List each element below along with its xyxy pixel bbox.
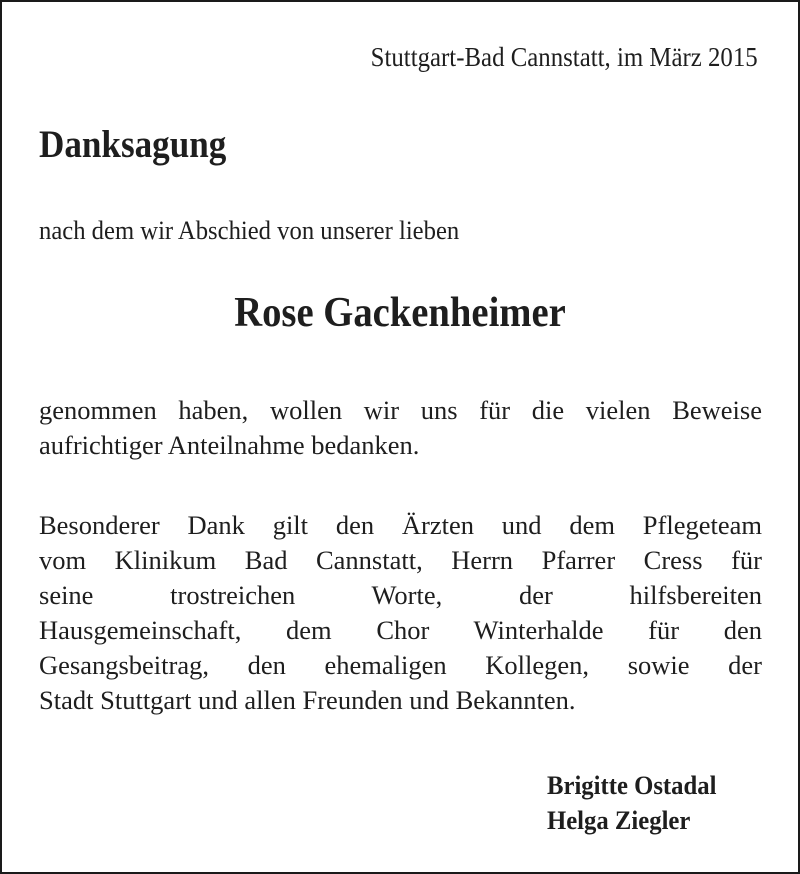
paragraph-line: aufrichtiger Anteilnahme bedanken.: [39, 430, 420, 460]
paragraph-line: Besonderer Dank gilt den Ärzten und dem Pflegeteam: [39, 510, 762, 540]
thanks-paragraph-1: [39, 393, 762, 463]
paragraph-line: Stadt Stuttgart und allen Freunden und Bekannten.: [39, 685, 576, 715]
paragraph-line: vom Klinikum Bad Cannstatt, Herrn Pfarrer Cress für: [39, 545, 762, 575]
intro-text: nach dem wir Abschied von unserer lieben: [39, 215, 460, 245]
signature-name: Helga Ziegler: [547, 806, 691, 835]
place-date: Stuttgart-Bad Cannstatt, im März 2015: [370, 42, 758, 72]
paragraph-line: Hausgemeinschaft, dem Chor Winterhalde für den: [39, 615, 762, 645]
paragraph-line: seine trostreichen Worte, der hilfsbereiten: [39, 580, 762, 610]
signature-name: Brigitte Ostadal: [547, 771, 717, 800]
thanks-paragraph-2: [39, 508, 762, 718]
signatures: [547, 768, 725, 838]
paragraph-line: genommen haben, wollen wir uns für die vielen Beweise: [39, 395, 762, 425]
paragraph-line: Gesangsbeitrag, den ehemaligen Kollegen, sowie der: [39, 650, 762, 680]
notice-title: Danksagung: [39, 123, 227, 166]
deceased-name: Rose Gackenheimer: [234, 290, 566, 336]
